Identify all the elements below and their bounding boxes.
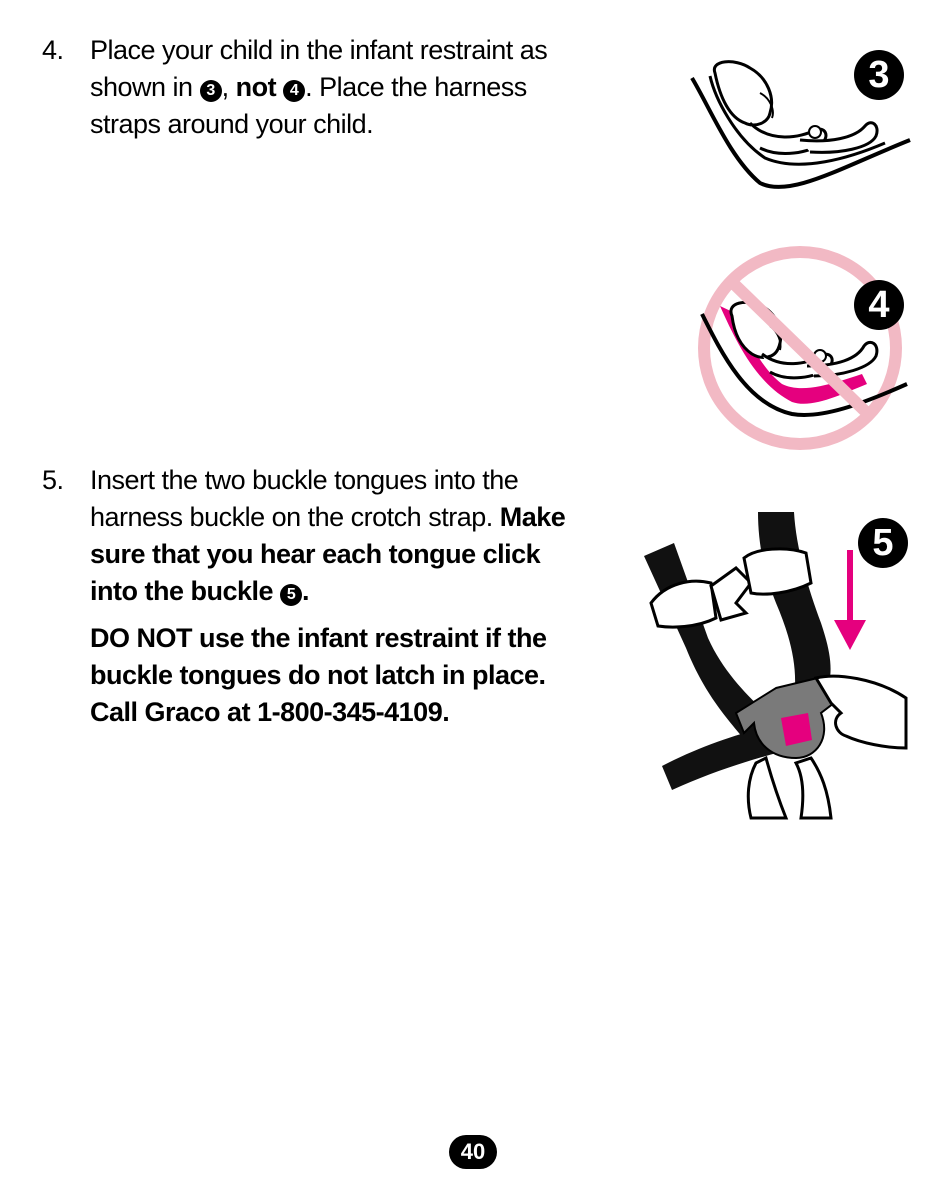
text-line: buckle tongues do not latch in place. bbox=[90, 660, 546, 690]
emphasis-text: not bbox=[235, 72, 277, 102]
figure-5-buckle-illustration bbox=[636, 508, 912, 820]
text-segment: . Place the harness bbox=[305, 72, 527, 102]
text-line: sure that you hear each tongue click bbox=[90, 539, 541, 569]
text-line: straps around your child. bbox=[90, 109, 374, 139]
figure-ref-badge: 5 bbox=[280, 584, 302, 606]
step-number: 4. bbox=[42, 35, 64, 65]
figure-number-badge: 3 bbox=[854, 50, 904, 100]
figure-ref-badge: 4 bbox=[283, 80, 305, 102]
figure-number-badge: 5 bbox=[858, 518, 908, 568]
figure-3-correct-position bbox=[690, 48, 920, 198]
emphasis-text: Make bbox=[499, 502, 566, 532]
text-segment: into the buckle bbox=[90, 576, 274, 606]
text-line: Call Graco at 1-800-345-4109. bbox=[90, 697, 450, 727]
text-line: Insert the two buckle tongues into the bbox=[90, 465, 519, 495]
figure-number-badge: 4 bbox=[854, 280, 904, 330]
text-line bbox=[90, 573, 565, 610]
text-line bbox=[90, 499, 565, 536]
step-4 bbox=[42, 32, 602, 147]
text-segment: . bbox=[302, 576, 310, 606]
page-number: 40 bbox=[449, 1135, 497, 1169]
text-segment: , bbox=[221, 72, 236, 102]
warning-text bbox=[90, 620, 565, 731]
text-segment: shown in bbox=[90, 72, 193, 102]
figure-4-incorrect-position bbox=[692, 244, 914, 454]
figure-ref-badge: 3 bbox=[200, 80, 222, 102]
text-line: Place your child in the infant restraint as bbox=[90, 35, 548, 65]
text-segment: harness buckle on the crotch strap. bbox=[90, 502, 500, 532]
prohibited-position-illustration bbox=[692, 244, 914, 454]
step-5 bbox=[42, 462, 602, 732]
step-text bbox=[90, 32, 547, 143]
step-text bbox=[90, 462, 565, 731]
step-number: 5. bbox=[42, 465, 64, 495]
text-line bbox=[90, 69, 547, 106]
text-line: DO NOT use the infant restraint if the bbox=[90, 623, 547, 653]
